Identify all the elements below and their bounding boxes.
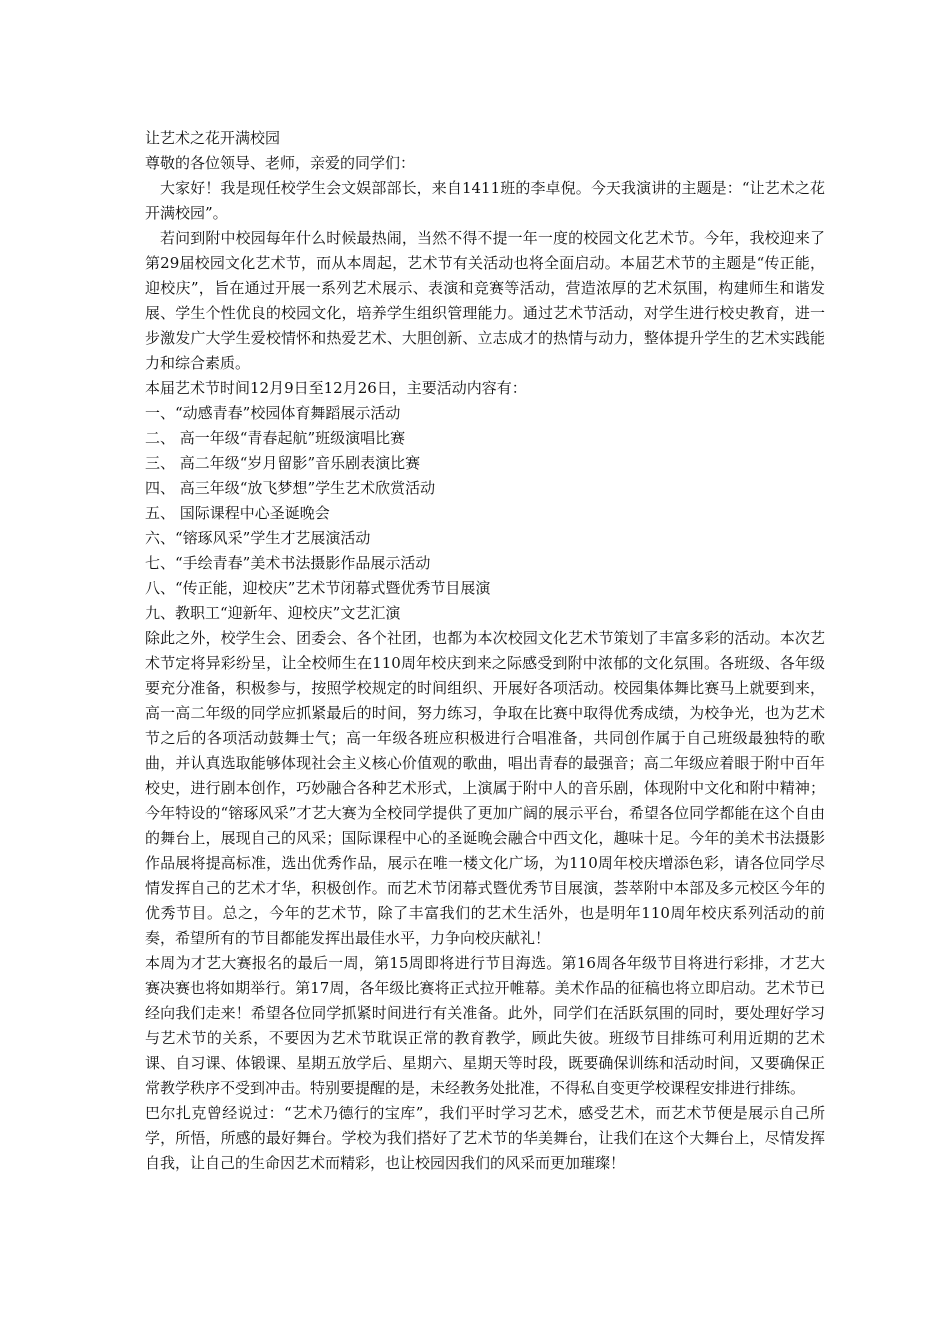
list-item: 二、 高一年级“青春起航”班级演唱比赛 xyxy=(145,429,406,447)
schedule-intro: 本届艺术节时间12月9日至12月26日，主要活动内容有： xyxy=(145,379,527,397)
intro-paragraph: 大家好！我是现任校学生会文娱部部长，来自1411班的李卓倪。今天我演讲的主题是：“让艺术之花开满校园”。 xyxy=(145,179,825,222)
list-item: 五、 国际课程中心圣诞晚会 xyxy=(145,504,330,522)
document-page xyxy=(145,126,825,1176)
list-item: 一、“动感青春”校园体育舞蹈展示活动 xyxy=(145,404,401,422)
list-item: 三、 高二年级“岁月留影”音乐剧表演比赛 xyxy=(145,454,421,472)
document-title: 让艺术之花开满校园 xyxy=(145,129,281,147)
list-item: 七、“手绘青春”美术书法摄影作品展示活动 xyxy=(145,554,431,572)
paragraph-2: 除此之外，校学生会、团委会、各个社团，也都为本次校园文化艺术节策划了丰富多彩的活动。本次艺术节定将异彩纷呈，让全校师生在110周年校庆到来之际感受到附中浓郁的文化氛围。各班级、各年级要充分准备，积极参与，按照学校规定的时间组织、开展好各项活动。校园集体舞比赛马上就要到来，高一高二年级的同学应抓紧最后的时间，努力练习，争取在比赛中取得优秀成绩，为校争光，也为艺术节之后的各项活动鼓舞士气；高一年级各班应积极进行合唱准备，共同创作属于自己班级最独特的歌曲，并认真选取能够体现社会主义核心价值观的歌曲，唱出青春的最强音；高二年级应着眼于附中百年校史，进行剧本创作，巧妙融合各种艺术形式，上演属于附中人的音乐剧，体现附中文化和附中精神；今年特设的“镕琢风采”才艺大赛为全校同学提供了更加广阔的展示平台，希望各位同学都能在这个自由的舞台上，展现自己的风采；国际课程中心的圣诞晚会融合中西文化，趣味十足。今年的美术书法摄影作品展将提高标准，选出优秀作品，展示在唯一楼文化广场，为110周年校庆增添色彩，请各位同学尽情发挥自己的艺术才华，积极创作。而艺术节闭幕式暨优秀节目展演，荟萃附中本部及多元校区今年的优秀节目。总之，今年的艺术节，除了丰富我们的艺术生活外，也是明年110周年校庆系列活动的前奏，希望所有的节目都能发挥出最佳水平，力争向校庆献礼！ xyxy=(145,629,825,947)
paragraph-1: 若问到附中校园每年什么时候最热闹，当然不得不提一年一度的校园文化艺术节。今年，我校迎来了第29届校园文化艺术节，而从本周起，艺术节有关活动也将全面启动。本届艺术节的主题是“传正能，迎校庆”，旨在通过开展一系列艺术展示、表演和竞赛等活动，营造浓厚的艺术氛围，构建师生和谐发展、学生个性优良的校园文化，培养学生组织管理能力。通过艺术节活动，对学生进行校史教育，进一步激发广大学生爱校情怀和热爱艺术、大胆创新、立志成才的热情与动力，整体提升学生的艺术实践能力和综合素质。 xyxy=(145,229,825,372)
activity-list xyxy=(145,401,825,626)
list-item: 九、教职工“迎新年、迎校庆”文艺汇演 xyxy=(145,604,401,622)
paragraph-3: 本周为才艺大赛报名的最后一周，第15周即将进行节目海选。第16周各年级节目将进行彩排，才艺大赛决赛也将如期举行。第17周，各年级比赛将正式拉开帷幕。美术作品的征稿也将立即启动。艺术节已经向我们走来！希望各位同学抓紧时间进行有关准备。此外，同学们在活跃氛围的同时，要处理好学习与艺术节的关系，不要因为艺术节耽误正常的教育教学，顾此失彼。班级节目排练可利用近期的艺术课、自习课、体锻课、星期五放学后、星期六、星期天等时段，既要确保训练和活动时间，又要确保正常教学秩序不受到冲击。特别要提醒的是，未经教务处批准，不得私自变更学校课程安排进行排练。 xyxy=(145,954,825,1097)
salutation: 尊敬的各位领导、老师，亲爱的同学们： xyxy=(145,154,416,172)
list-item: 四、 高三年级“放飞梦想”学生艺术欣赏活动 xyxy=(145,479,436,497)
list-item: 八、“传正能，迎校庆”艺术节闭幕式暨优秀节目展演 xyxy=(145,579,491,597)
list-item: 六、“镕琢风采”学生才艺展演活动 xyxy=(145,529,371,547)
paragraph-4: 巴尔扎克曾经说过：“艺术乃德行的宝库”，我们平时学习艺术，感受艺术，而艺术节便是展示自己所学，所悟，所感的最好舞台。学校为我们搭好了艺术节的华美舞台，让我们在这个大舞台上，尽情发挥自我，让自己的生命因艺术而精彩，也让校园因我们的风采而更加璀璨！ xyxy=(145,1104,825,1172)
